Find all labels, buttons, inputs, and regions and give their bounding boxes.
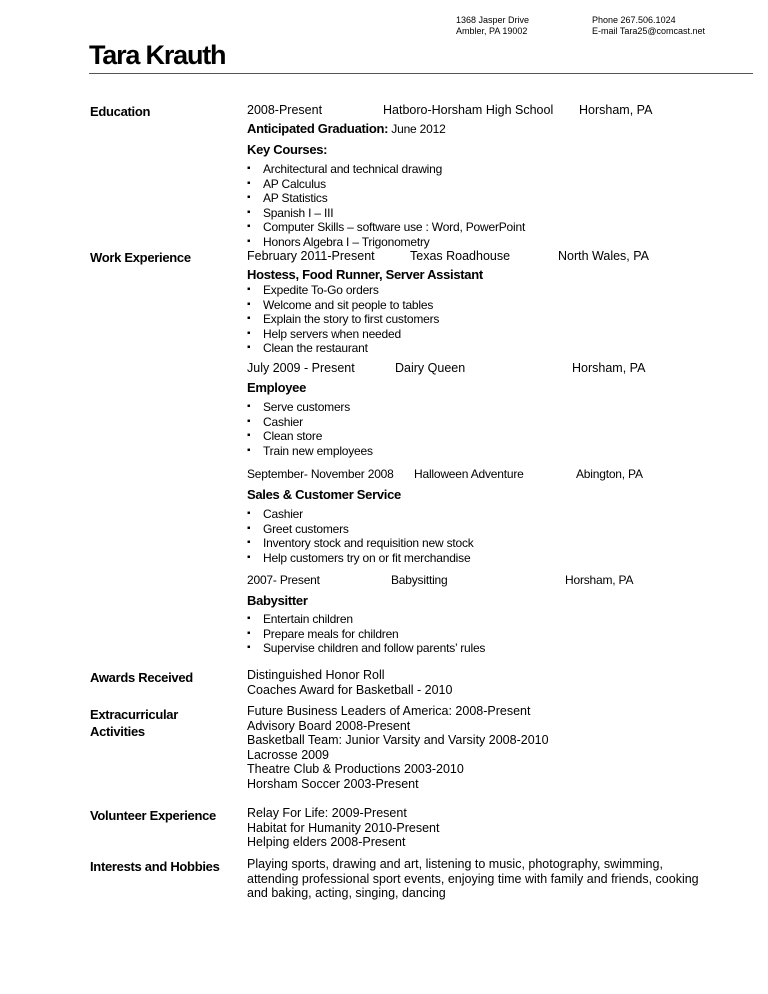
job-location: Horsham, PA <box>565 573 634 587</box>
job-duties <box>247 612 485 656</box>
interests-heading: Interests and Hobbies <box>90 859 220 874</box>
list-item: ▪ Inventory stock and requisition new stock <box>247 536 474 551</box>
list-item: ▪ Clean the restaurant <box>247 341 439 356</box>
list-item: Helping elders 2008-Present <box>247 835 406 849</box>
list-item: ▪ Honors Algebra I – Trigonometry <box>247 235 525 250</box>
list-item: Lacrosse 2009 <box>247 747 330 762</box>
job-employer: Texas Roadhouse <box>410 249 511 263</box>
list-item: ▪ Clean store <box>247 429 373 444</box>
address-line-1: 1368 Jasper Drive <box>456 15 530 25</box>
job-date: September- November 2008 <box>247 467 394 481</box>
job-employer: Halloween Adventure <box>414 467 524 481</box>
job-date: 2007- Present <box>247 573 320 587</box>
graduation-value: June 2012 <box>388 122 446 136</box>
list-item: Theatre Club & Productions 2003-2010 <box>247 762 464 776</box>
list-item: Basketball Team: Junior Varsity and Varsity 2008-2010 <box>247 733 549 747</box>
list-item: Horsham Soccer 2003-Present <box>247 776 419 791</box>
list-item: ▪ Explain the story to first customers <box>247 312 439 327</box>
job-duties <box>247 283 439 356</box>
interests-text <box>247 857 699 901</box>
phone: Phone 267.506.1024 <box>592 15 676 25</box>
list-item: ▪ Welcome and sit people to tables <box>247 298 439 313</box>
header-divider <box>89 73 753 74</box>
list-item: Habitat for Humanity 2010-Present <box>247 820 440 835</box>
extracurricular-heading-line2: Activities <box>90 724 145 739</box>
list-item: ▪ Cashier <box>247 415 373 430</box>
list-item: ▪ Serve customers <box>247 400 373 415</box>
list-item: ▪ Supervise children and follow parents’ rules <box>247 641 485 656</box>
education-school: Hatboro-Horsham High School <box>383 103 554 117</box>
extracurricular-list <box>247 704 549 791</box>
graduation-line <box>247 121 446 136</box>
awards-heading: Awards Received <box>90 670 193 685</box>
job-location: North Wales, PA <box>558 249 649 263</box>
education-heading: Education <box>90 104 151 119</box>
list-item: ▪ AP Calculus <box>247 177 525 192</box>
job-title: Employee <box>247 380 307 395</box>
job-title: Hostess, Food Runner, Server Assistant <box>247 267 483 282</box>
job-title: Sales & Customer Service <box>247 487 401 502</box>
job-date: February 2011-Present <box>247 249 375 263</box>
job-location: Abington, PA <box>576 467 643 481</box>
list-item: ▪ Help servers when needed <box>247 327 439 342</box>
list-item: Coaches Award for Basketball - 2010 <box>247 682 453 697</box>
list-item: ▪ Greet customers <box>247 522 474 537</box>
job-date: July 2009 - Present <box>247 361 355 375</box>
list-item: ▪ Spanish I – III <box>247 206 525 221</box>
resume-name: Tara Krauth <box>89 40 226 70</box>
text-line: and baking, acting, singing, dancing <box>247 886 446 900</box>
list-item: ▪ Entertain children <box>247 612 485 627</box>
list-item: ▪ Cashier <box>247 507 474 522</box>
list-item: Relay For Life: 2009-Present <box>247 806 407 820</box>
education-location: Horsham, PA <box>579 103 653 117</box>
work-heading: Work Experience <box>90 250 191 265</box>
list-item: ▪ Train new employees <box>247 444 373 459</box>
graduation-label: Anticipated Graduation: <box>247 121 389 136</box>
list-item: ▪ AP Statistics <box>247 191 525 206</box>
volunteer-list <box>247 806 439 850</box>
text-line: attending professional sport events, enjoying time with family and friends, cooking <box>247 871 699 886</box>
key-courses-label: Key Courses: <box>247 142 328 157</box>
list-item: ▪ Expedite To-Go orders <box>247 283 439 298</box>
list-item: ▪ Architectural and technical drawing <box>247 162 525 177</box>
volunteer-heading: Volunteer Experience <box>90 808 216 823</box>
list-item: Advisory Board 2008-Present <box>247 718 411 733</box>
job-title: Babysitter <box>247 593 308 608</box>
list-item: ▪ Computer Skills – software use : Word, PowerPoint <box>247 220 525 235</box>
job-employer: Babysitting <box>391 573 448 587</box>
job-duties <box>247 507 474 565</box>
extracurricular-heading-line1: Extracurricular <box>90 707 178 722</box>
key-courses-list <box>247 162 525 249</box>
text-line: Playing sports, drawing and art, listening to music, photography, swimming, <box>247 857 663 871</box>
list-item: ▪ Prepare meals for children <box>247 627 485 642</box>
job-duties <box>247 400 373 458</box>
email: E-mail Tara25@comcast.net <box>592 26 706 36</box>
job-employer: Dairy Queen <box>395 361 466 375</box>
list-item: ▪ Help customers try on or fit merchandise <box>247 551 474 566</box>
job-location: Horsham, PA <box>572 361 646 375</box>
education-date: 2008-Present <box>247 103 323 117</box>
address-line-2: Ambler, PA 19002 <box>456 26 528 36</box>
awards-list <box>247 668 452 697</box>
list-item: Future Business Leaders of America: 2008-Present <box>247 704 531 718</box>
list-item: Distinguished Honor Roll <box>247 668 385 682</box>
